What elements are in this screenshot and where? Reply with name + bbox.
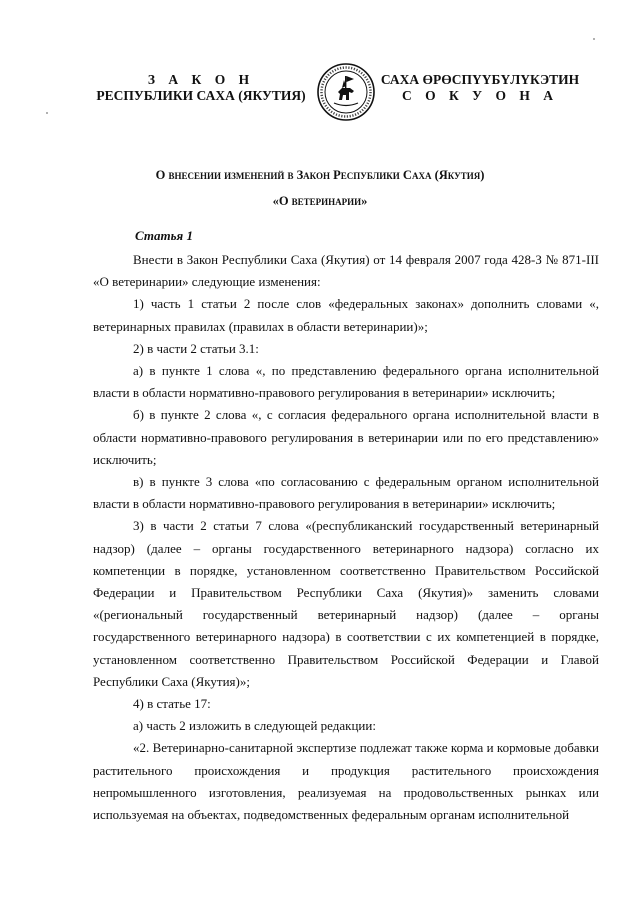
scan-speck	[46, 112, 48, 114]
paragraph: «2. Ветеринарно-санитарной экспертизе подлежат также корма и кормовые добавки растительного происхождения и продукция растительного происхождения непромышленного изготовления, реализуемая на продовольственных рынках или используемая на объектах, подведомственных федеральным органам исполнительной	[93, 740, 599, 823]
paragraph: в) в пункте 3 слова «по согласованию с федеральным органом исполнительной власти в области нормативно-правового регулирования в ветеринарии» исключить;	[93, 474, 599, 512]
paragraph: 1) часть 1 статьи 2 после слов «федеральных законах» дополнить словами «, ветеринарных правилах (правилах в области ветеринарии)»;	[93, 296, 599, 334]
paragraph: б) в пункте 2 слова «, с согласия федерального органа исполнительной власти в области нормативно-правового регулирования в ветеринарии или по его представлению» исключить;	[93, 407, 599, 467]
paragraph: 3) в части 2 статьи 7 слова «(республиканский государственный ветеринарный надзор) (далее – органы государственного ветеринарного надзора) согласно их компетенции в порядке, установленном соответственно Правительством Российской Федерации и Правительством Республики Саха (Якутия)» заменить словами «(региональный государственный ветеринарный надзор) (далее – органы государственного ветеринарного надзора) в соответствии с их компетенцией в порядке, установленном соответственно Правительством Российской Федерации и Главой Республики Саха (Якутия)»;	[93, 518, 599, 689]
header-right	[380, 72, 580, 104]
paragraph: а) в пункте 1 слова «, по представлению федерального органа исполнительной власти в области нормативно-правового регулирования в ветеринарии» исключить;	[93, 363, 599, 401]
header-right-law: С О К У О Н А	[402, 88, 558, 103]
paragraph: Внести в Закон Республики Саха (Якутия) от 14 февраля 2007 года 428-З № 871-III «О ветеринарии» следующие изменения:	[93, 252, 599, 290]
coat-of-arms-emblem-icon	[316, 62, 376, 122]
paragraph: 2) в части 2 статьи 3.1:	[133, 340, 259, 356]
title-line-2: «О ветеринарии»	[272, 194, 368, 208]
header-left-republic: РЕСПУБЛИКИ САХА (ЯКУТИЯ)	[96, 88, 306, 103]
header-right-republic: САХА ӨРӨСПҮҮБҮЛҮКЭТИН	[380, 72, 580, 87]
scan-speck	[593, 38, 595, 40]
document-title	[0, 162, 640, 214]
document-header	[0, 62, 640, 122]
header-left-law: З А К О Н	[147, 72, 255, 87]
header-left	[92, 72, 310, 104]
title-line-1: О внесении изменений в Закон Республики Саха (Якутия)	[155, 168, 485, 182]
paragraph: 4) в статье 17:	[133, 696, 211, 712]
document-body	[93, 249, 599, 826]
paragraph: а) часть 2 изложить в следующей редакции:	[133, 718, 376, 734]
article-heading: Статья 1	[135, 228, 193, 243]
